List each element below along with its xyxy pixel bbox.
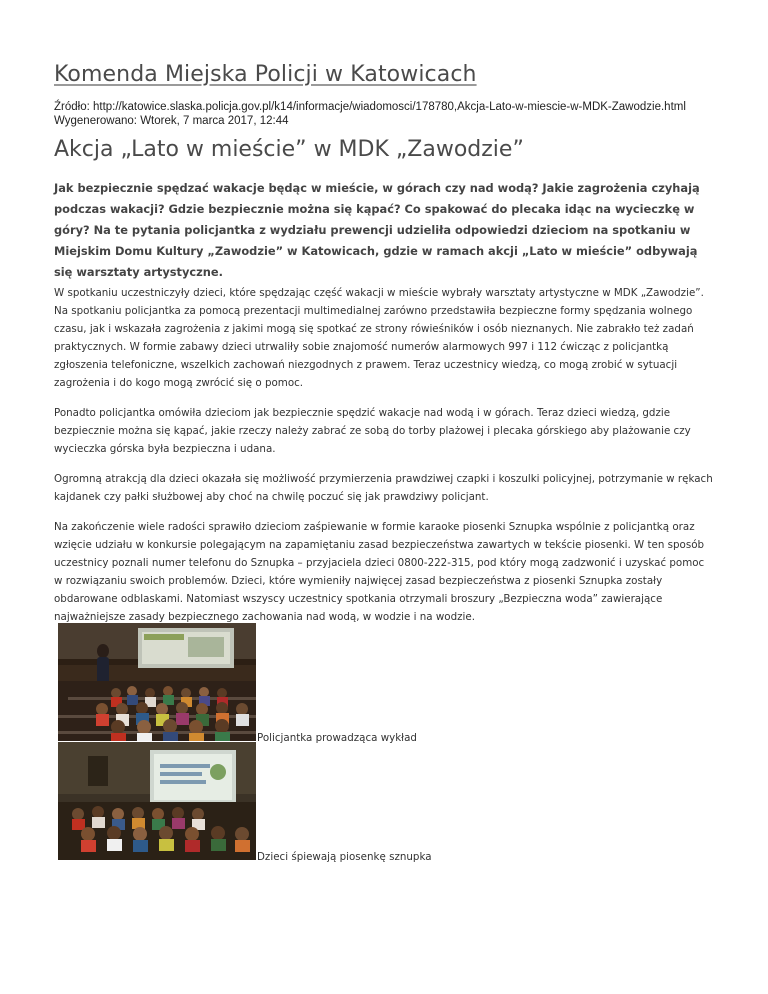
document-meta <box>54 100 686 128</box>
source-line: Źródło: http://katowice.slaska.policja.gov.pl/k14/informacje/wiadomosci/178780,Akcja-Lato-w-miescie-w-MDK-Zawodzie.html <box>54 101 686 113</box>
article-paragraph: Ogromną atrakcją dla dzieci okazała się możliwość przymierzenia prawdziwej czapki i koszulki policyjnej, potrzymanie w rękach kajdanek czy pałki służbowej aby choć na chwilę poczuć się jak prawdziwy policjant. <box>54 473 713 503</box>
article-paragraph: Na zakończenie wiele radości sprawiło dzieciom zaśpiewanie w formie karaoke piosenki Sznupka wspólnie z policjantką oraz wzięcie udziału w konkursie polegającym na zapamiętaniu zasad bezpieczeństwa zawartych w tekście piosenki. W ten sposób uczestnicy poznali numer telefonu do Sznupka – przyjaciela dzieci 0800-222-315, pod który mogą zadzwonić i uzyskać pomoc w rozwiązaniu swoich problemów. Dzieci, które wymieniły najwięcej zasad bezpieczeństwa z piosenki Sznupka zostały obdarowane odblaskami. Natomiast wszyscy uczestnicy spotkania otrzymali broszury „Bezpieczna woda” zawierające najważniejsze zasady bezpiecznego zachowania nad wodą, w wodzie i na wodzie. <box>54 521 705 623</box>
photo-caption: Dzieci śpiewają piosenkę sznupka <box>257 851 432 863</box>
article-paragraph: W spotkaniu uczestniczyły dzieci, które spędzając część wakacji w mieście wybrały warsztaty artystyczne w MDK „Zawodzie”. Na spotkaniu policjantka za pomocą prezentacji multimedialnej zarówno przedstawiła bezpieczne formy spędzania wolnego czasu, jak i wskazała zagrożenia z jakimi mogą się spotkać ze strony rówieśników i osób nieznanych. Nie zabrakło też zadań praktycznych. W formie zabawy dzieci utrwaliły sobie znajomość numerów alarmowych 997 i 112 ćwicząc z policjantką zgłoszenia telefoniczne, wszelkich zachowań niezgodnych z prawem. Teraz uczestnicy wiedzą, co mogą zrobić w sytuacji zagrożenia i do kogo mogą zwrócić się o pomoc. <box>54 287 704 389</box>
photo-lecture <box>58 623 256 741</box>
article-title: Akcja „Lato w mieście” w MDK „Zawodzie” <box>54 137 524 162</box>
generated-line: Wygenerowano: Wtorek, 7 marca 2017, 12:44 <box>54 115 289 127</box>
article-body <box>54 284 714 638</box>
photo-singing <box>58 742 256 860</box>
article-paragraph: Ponadto policjantka omówiła dzieciom jak bezpiecznie spędzić wakacje nad wodą i w górach. Teraz dzieci wiedzą, gdzie bezpiecznie można się kąpać, jakie rzeczy należy zabrać ze sobą do torby plażowej i plecaka górskiego aby plażowanie czy wycieczka górska była bezpieczna i udana. <box>54 407 691 455</box>
photo-caption: Policjantka prowadząca wykład <box>257 732 417 744</box>
site-title[interactable]: Komenda Miejska Policji w Katowicach <box>54 62 477 87</box>
article-lead: Jak bezpiecznie spędzać wakacje będąc w mieście, w górach czy nad wodą? Jakie zagrożenia czyhają podczas wakacji? Gdzie bezpiecznie można się kąpać? Co spakować do plecaka idąc na wycieczkę w góry? Na te pytania policjantka z wydziału prewencji udzieliła odpowiedzi dzieciom na spotkaniu w Miejskim Domu Kultury „Zawodzie” w Katowicach, gdzie w ramach akcji „Lato w mieście” odbywają się warsztaty artystyczne. <box>54 181 700 279</box>
